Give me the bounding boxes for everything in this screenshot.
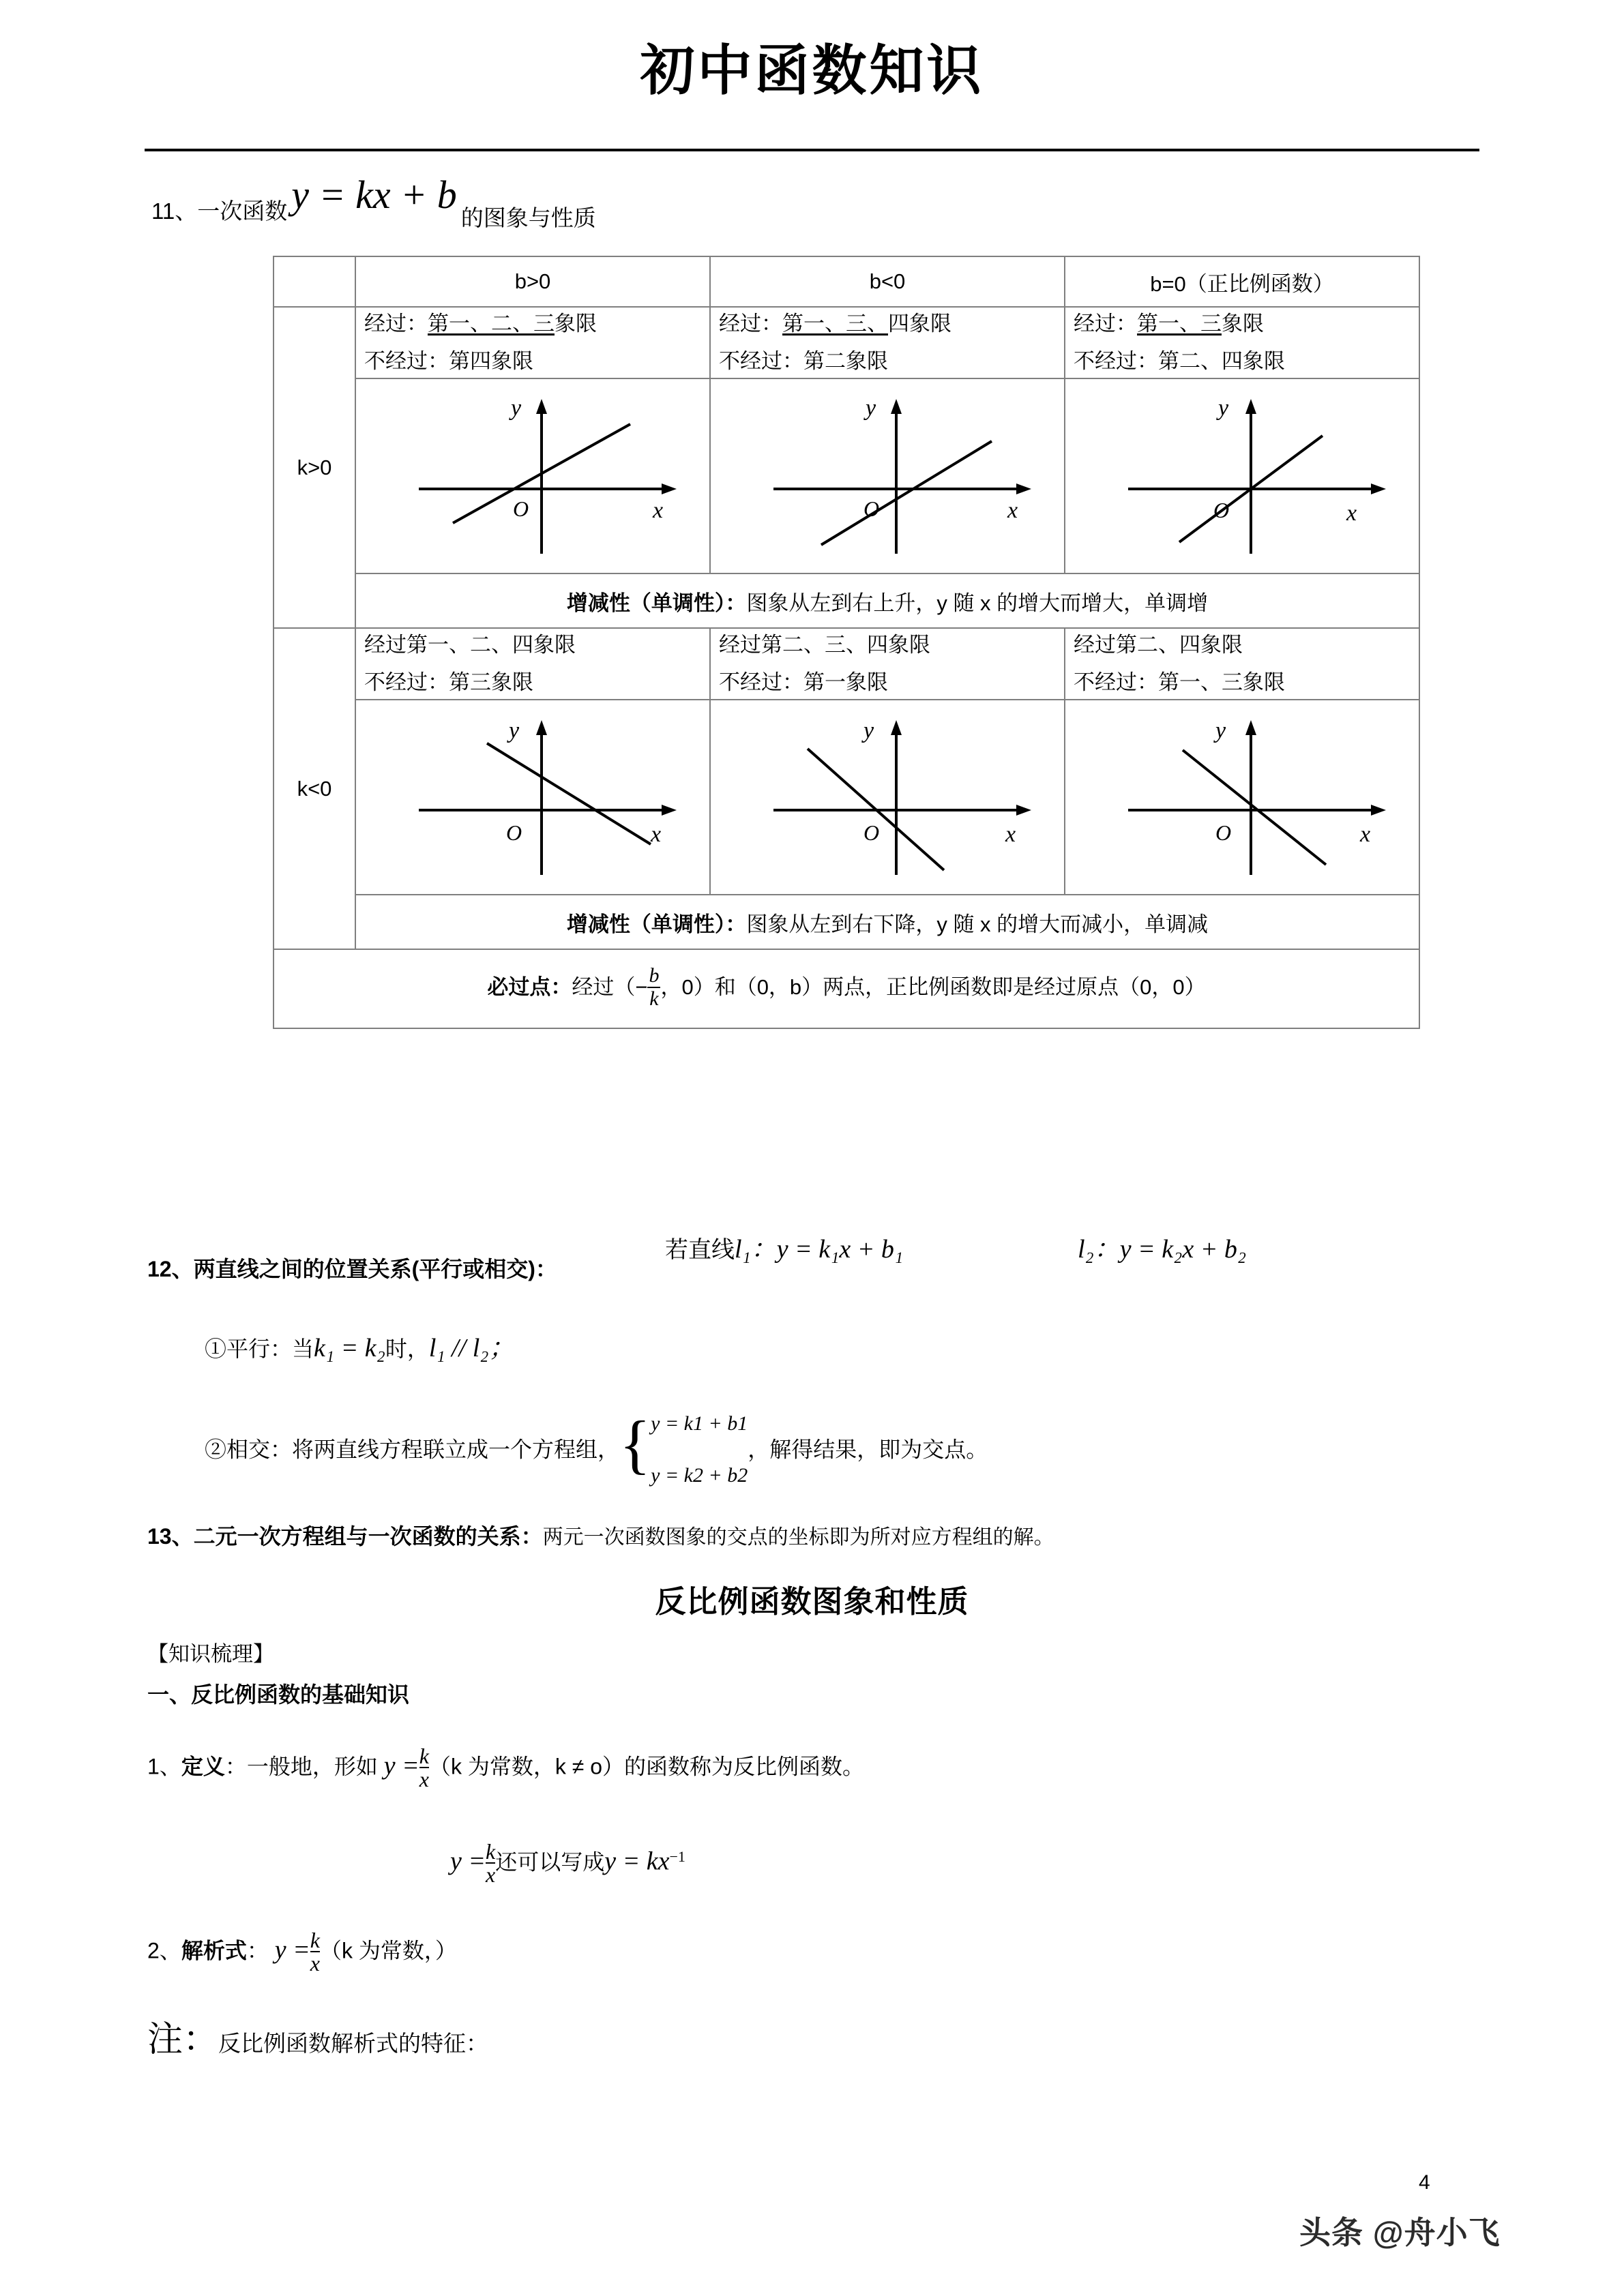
nopass-text: 不经过：第一、三象限 xyxy=(1074,670,1285,694)
line-graph-icon xyxy=(1074,387,1428,565)
line-graph-icon xyxy=(719,387,1074,565)
table-header-b-zero: b=0（正比例函数） xyxy=(1065,256,1419,307)
nopass-text: 不经过：第四象限 xyxy=(364,348,533,373)
origin-label: O xyxy=(863,496,880,522)
y-axis-label: y xyxy=(1218,396,1229,421)
intersect-name: 相交： xyxy=(226,1437,293,1462)
x-axis-label: x xyxy=(1346,501,1357,526)
y-axis-label: y xyxy=(863,718,874,744)
must-pass-cell xyxy=(274,949,1419,1028)
pass-underlined: 第一、二、三 xyxy=(428,312,555,336)
line-graph-icon xyxy=(1074,708,1428,886)
line2-equation: l₂：y = k₂x + b₂ xyxy=(1078,1235,1247,1264)
x-axis-label: x xyxy=(1007,498,1018,524)
intersect-text-before: 将两直线方程联立成一个方程组， xyxy=(292,1437,620,1462)
section-13 xyxy=(147,1519,1054,1551)
pass-underlined: 第一、三、 xyxy=(782,312,888,336)
analytic-formula-y: y = xyxy=(274,1935,310,1965)
table-row-k-negative-monotonic xyxy=(274,895,1419,949)
analytic-text-after: （k 为常数，） xyxy=(319,1938,457,1963)
section-13-text: 两元一次函数图象的交点的坐标即为所对应方程组的解。 xyxy=(542,1526,1054,1549)
pass-suffix: 象限 xyxy=(1222,312,1264,336)
table-header-row xyxy=(274,256,1419,307)
x-axis-label: x xyxy=(653,498,664,524)
graph-cell-k-neg-b-zero xyxy=(1065,700,1419,895)
line-graph-icon xyxy=(364,387,719,565)
cell-k-pos-b-zero-quadrants xyxy=(1065,307,1419,378)
fraction-denominator: k xyxy=(649,987,659,1011)
table-row-k-positive-monotonic xyxy=(274,573,1419,628)
origin-label: O xyxy=(506,820,522,846)
note-text: 反比例函数解析式的特征： xyxy=(218,2031,489,2056)
analytic-number: 2、 xyxy=(147,1938,181,1963)
origin-label: O xyxy=(513,496,529,522)
equation-system xyxy=(619,1407,748,1487)
line-graph-icon xyxy=(364,708,719,886)
fraction-denominator: x xyxy=(419,1767,429,1791)
parallel-marker: ① xyxy=(205,1337,227,1361)
fraction-numerator: k xyxy=(486,1839,496,1864)
graph-cell-k-pos-b-zero xyxy=(1065,378,1419,573)
title-divider xyxy=(145,149,1479,151)
condition-prefix: 若直线 xyxy=(665,1237,735,1263)
y-axis-label: y xyxy=(511,396,522,421)
monotonic-text: 图象从左到右上升，y 随 x 的增大而增大，单调增 xyxy=(746,591,1209,615)
cell-k-neg-b-zero-quadrants xyxy=(1065,628,1419,700)
section-12-intersect xyxy=(205,1407,988,1487)
definition-colon: ： xyxy=(224,1754,247,1779)
definition-number: 1、 xyxy=(147,1754,181,1779)
section-12-label: 12、两直线之间的位置关系(平行或相交)： xyxy=(147,1257,557,1281)
y-axis-label: y xyxy=(866,396,876,421)
alt-exponent: −1 xyxy=(669,1847,685,1865)
fraction-k-over-x xyxy=(419,1745,429,1790)
axes-graph-k-neg-b-neg xyxy=(719,708,1056,886)
analytic-label: 解析式 xyxy=(181,1938,247,1963)
pass-suffix: 四象限 xyxy=(888,312,951,336)
system-row-1: y = k1 + b1 xyxy=(651,1412,748,1435)
section-heading-inverse-function: 反比例函数图象和性质 xyxy=(655,1584,969,1619)
fraction-numerator: k xyxy=(419,1744,429,1768)
y-axis-label: y xyxy=(1215,718,1226,744)
inverse-note-line xyxy=(147,2010,488,2061)
pass-text: 经过第一、二、四象限 xyxy=(364,633,576,657)
table-header-b-positive: b>0 xyxy=(355,256,710,307)
y-axis-label: y xyxy=(509,718,520,744)
monotonic-cell-k-negative xyxy=(355,895,1419,949)
table-row-k-negative-text xyxy=(274,628,1419,700)
fraction-denominator: x xyxy=(486,1862,496,1887)
cell-k-neg-b-neg-quadrants xyxy=(710,628,1065,700)
graph-cell-k-pos-b-neg xyxy=(710,378,1065,573)
section-11-formula: y = kx + b xyxy=(291,173,457,217)
inverse-alt-form-line xyxy=(450,1841,685,1886)
parallel-result: l₁ // l₂； xyxy=(428,1334,515,1362)
axes-graph-k-neg-b-zero xyxy=(1074,708,1411,886)
nopass-text: 不经过：第二象限 xyxy=(719,348,888,373)
system-row-2: y = k2 + b2 xyxy=(651,1464,748,1487)
parallel-equation: k₁ = k₂ xyxy=(314,1334,385,1362)
inverse-analytic-line xyxy=(147,1930,457,1975)
x-axis-label: x xyxy=(651,822,662,848)
pass-suffix: 象限 xyxy=(555,312,597,336)
x-axis-label: x xyxy=(1005,822,1016,848)
alt-formula2: y = kx xyxy=(604,1847,670,1876)
cell-k-pos-b-pos-quadrants xyxy=(355,307,710,378)
alt-text-mid: 还可以写成 xyxy=(495,1849,605,1875)
section-12-parallel xyxy=(205,1326,515,1364)
nopass-text: 不经过：第三象限 xyxy=(364,670,533,694)
left-brace-icon: { xyxy=(619,1407,651,1481)
graph-cell-k-neg-b-neg xyxy=(710,700,1065,895)
line1-equation: l₁：y = k₁x + b₁ xyxy=(735,1235,904,1264)
fraction-b-over-k xyxy=(647,966,660,1009)
graph-cell-k-pos-b-pos xyxy=(355,378,710,573)
origin-label: O xyxy=(863,820,880,846)
definition-text-before: 一般地，形如 xyxy=(246,1754,378,1779)
origin-label: O xyxy=(1215,820,1232,846)
pass-underlined: 第一、三 xyxy=(1137,312,1222,336)
origin-label: O xyxy=(1213,498,1230,523)
section-12-line1 xyxy=(665,1227,903,1265)
axes-graph-k-pos-b-pos xyxy=(364,387,701,565)
axes-graph-k-neg-b-pos xyxy=(364,708,701,886)
must-pass-part2: ，0）和（0，b）两点，正比例函数即是经过原点（0，0） xyxy=(660,975,1206,1000)
cell-k-neg-b-pos-quadrants xyxy=(355,628,710,700)
inverse-definition-line xyxy=(147,1746,864,1791)
parallel-text-mid: 时， xyxy=(385,1337,429,1361)
definition-label: 定义 xyxy=(181,1754,225,1779)
watermark: 头条 @舟小飞 xyxy=(1299,2215,1501,2250)
nopass-text: 不经过：第二、四象限 xyxy=(1074,348,1285,373)
section-11-heading xyxy=(151,173,1447,230)
intersect-text-after: ，解得结果，即为交点。 xyxy=(748,1437,988,1462)
section-13-label: 13、二元一次方程组与一次函数的关系： xyxy=(147,1524,543,1549)
pass-text: 经过第二、三、四象限 xyxy=(719,633,930,657)
row-label-k-negative: k<0 xyxy=(274,628,355,949)
must-pass-label: 必过点： xyxy=(487,975,572,1000)
alt-formula-y: y = xyxy=(450,1847,486,1876)
monotonic-label: 增减性（单调性）： xyxy=(566,591,747,615)
table-row-must-pass xyxy=(274,949,1419,1028)
pass-prefix: 经过： xyxy=(364,312,428,336)
fraction-k-over-x xyxy=(310,1929,320,1974)
x-axis-label: x xyxy=(1360,822,1371,848)
pass-prefix: 经过： xyxy=(1074,312,1137,336)
monotonic-text: 图象从左到右下降，y 随 x 的增大而减小，单调减 xyxy=(746,912,1209,936)
table-header-b-negative: b<0 xyxy=(710,256,1065,307)
section-12-line2 xyxy=(1078,1227,1246,1265)
pass-prefix: 经过： xyxy=(719,312,782,336)
system-rows xyxy=(651,1414,748,1486)
nopass-text: 不经过：第一象限 xyxy=(719,670,888,694)
axes-graph-k-pos-b-neg xyxy=(719,387,1056,565)
row-label-k-positive: k>0 xyxy=(274,307,355,628)
section-11-label-after: 的图象与性质 xyxy=(460,205,596,230)
table-row-k-positive-text xyxy=(274,307,1419,378)
knowledge-outline-label: 【知识梳理】 xyxy=(147,1642,274,1666)
fraction-numerator: k xyxy=(310,1928,320,1952)
table-header-corner xyxy=(274,256,355,307)
table-row-k-negative-graphs xyxy=(274,700,1419,895)
section-11-number: 11、 xyxy=(151,198,198,224)
definition-text-after: （k 为常数，k ≠ o）的函数称为反比例函数。 xyxy=(428,1754,865,1779)
fraction-denominator: x xyxy=(310,1951,320,1976)
axes-graph-k-pos-b-zero xyxy=(1074,387,1411,565)
note-marker: 注 xyxy=(147,2020,183,2059)
parallel-text-before: 当 xyxy=(292,1337,314,1361)
cell-k-pos-b-neg-quadrants xyxy=(710,307,1065,378)
line-graph-icon xyxy=(719,708,1074,886)
page-title: 初中函数知识 xyxy=(640,40,984,101)
must-pass-part1: 经过（− xyxy=(572,975,648,1000)
definition-formula-y: y = xyxy=(383,1751,419,1780)
section-11-label-before: 一次函数 xyxy=(197,198,288,224)
fraction-k-over-x xyxy=(486,1840,495,1885)
pass-text: 经过第二、四象限 xyxy=(1074,633,1243,657)
inverse-subheading: 一、反比例函数的基础知识 xyxy=(147,1682,410,1707)
linear-function-properties-table xyxy=(273,256,1420,1029)
note-colon: ： xyxy=(183,2020,219,2059)
parallel-name: 平行： xyxy=(226,1337,293,1361)
graph-cell-k-neg-b-pos xyxy=(355,700,710,895)
monotonic-label: 增减性（单调性）： xyxy=(566,912,747,936)
table-row-k-positive-graphs xyxy=(274,378,1419,573)
analytic-colon: ： xyxy=(246,1938,269,1963)
fraction-numerator: b xyxy=(649,964,660,987)
monotonic-cell-k-positive xyxy=(355,573,1419,628)
intersect-marker: ② xyxy=(205,1437,227,1462)
page-number: 4 xyxy=(1419,2171,1430,2194)
